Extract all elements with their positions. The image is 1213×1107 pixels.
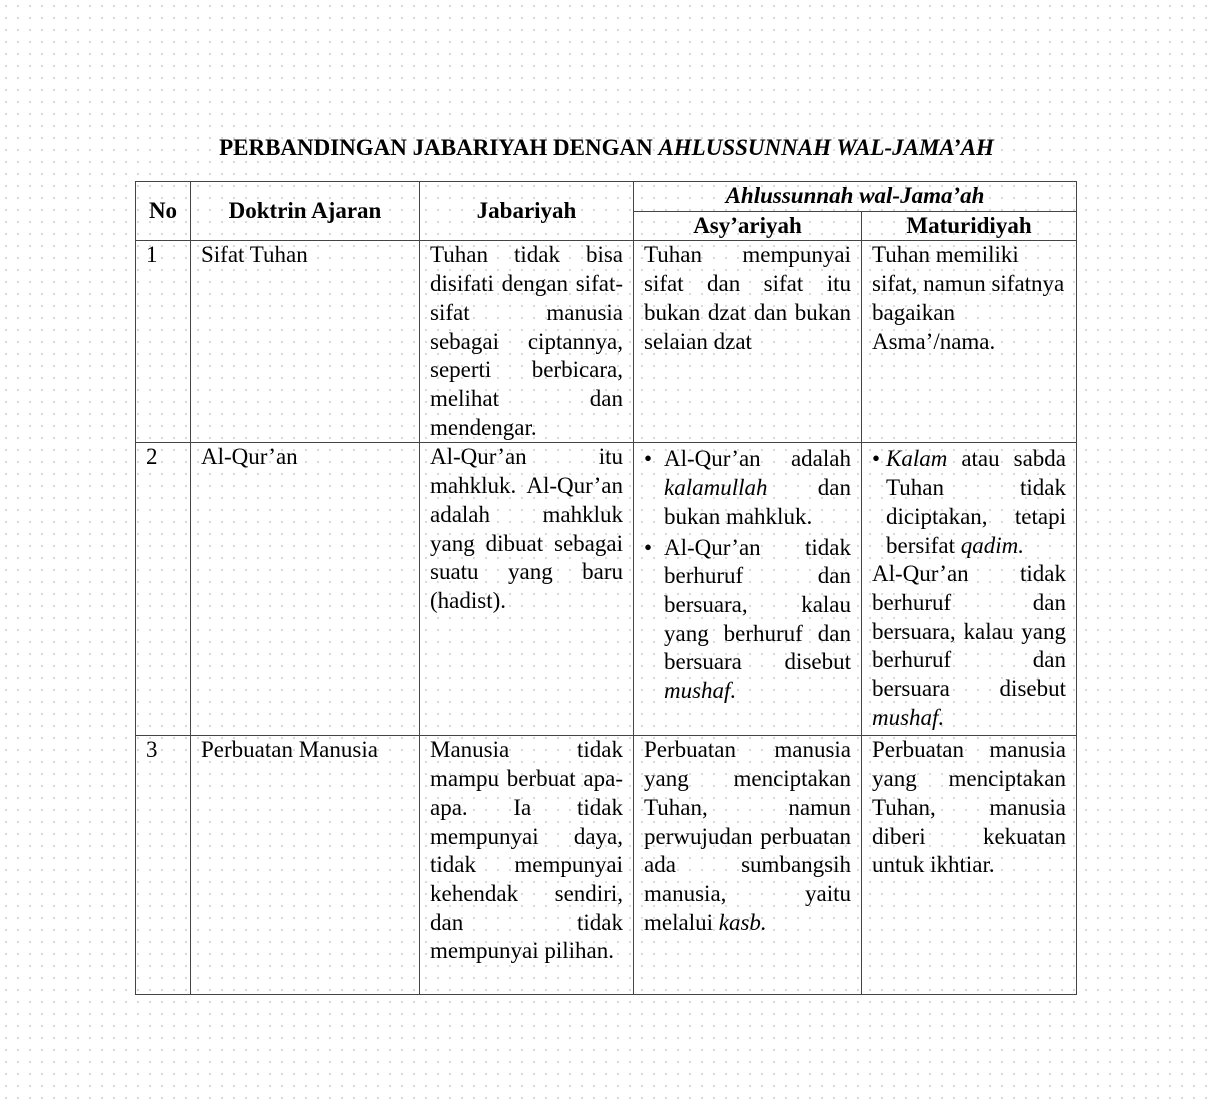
header-ahlussunnah: Ahlussunnah wal-Jama’ah — [634, 182, 1077, 212]
comparison-table — [135, 181, 1077, 995]
row-no: 1 — [136, 241, 191, 443]
table-row — [136, 241, 1077, 443]
row-doktrin: Perbuatan Manusia — [191, 736, 420, 995]
header-asyariyah: Asy’ariyah — [634, 211, 862, 241]
header-row — [136, 182, 1077, 212]
table-row — [136, 443, 1077, 736]
row-doktrin: Sifat Tuhan — [191, 241, 420, 443]
list-item: • Kalam atau sabda Tuhan tidak diciptakan, tetapi bersifat qadim. — [872, 445, 1066, 560]
row-jabariyah: Manusia tidak mampu berbuat apa-apa. Ia tidak mempunyai daya, tidak mempunyai kehendak sendiri, dan tidak mempunyai pilihan. — [420, 736, 634, 995]
asyariyah-bullet-list — [644, 445, 851, 705]
list-item: • Al-Qur’an adalah kalamullah dan bukan mahkluk. — [644, 445, 851, 531]
header-maturidiyah: Maturidiyah — [862, 211, 1077, 241]
row-doktrin: Al-Qur’an — [191, 443, 420, 736]
title-italic: AHLUSSUNNAH WAL-JAMA’AH — [658, 135, 994, 160]
row-jabariyah: Tuhan tidak bisa disifati dengan sifat-sifat manusia sebagai ciptannya, seperti berbicara, melihat dan mendengar. — [420, 241, 634, 443]
row-maturidiyah — [862, 443, 1077, 736]
header-jabariyah: Jabariyah — [420, 182, 634, 241]
list-item: • Al-Qur’an tidak berhuruf dan bersuara, kalau yang berhuruf dan bersuara disebut mushaf. — [644, 534, 851, 706]
row-asyariyah: Tuhan mempunyai sifat dan sifat itu bukan dzat dan bukan selaian dzat — [634, 241, 862, 443]
header-no: No — [136, 182, 191, 241]
maturidiyah-bullet-list — [872, 445, 1066, 560]
row-asyariyah: Perbuatan manusia yang menciptakan Tuhan, namun perwujudan perbuatan ada sumbangsih manusia, yaitu melalui kasb. — [634, 736, 862, 995]
maturidiyah-paragraph: Al-Qur’an tidak berhuruf dan bersuara, kalau yang berhuruf dan bersuara disebut mushaf. — [872, 561, 1066, 730]
row-maturidiyah: Perbuatan manusia yang menciptakan Tuhan, manusia diberi kekuatan untuk ikhtiar. — [862, 736, 1077, 995]
row-maturidiyah: Tuhan memiliki sifat, namun sifatnya bagaikan Asma’/nama. — [862, 241, 1077, 443]
row-asyariyah — [634, 443, 862, 736]
header-doktrin: Doktrin Ajaran — [191, 182, 420, 241]
table-row — [136, 736, 1077, 995]
page-title — [0, 133, 1213, 163]
row-no: 2 — [136, 443, 191, 736]
row-no: 3 — [136, 736, 191, 995]
title-main: PERBANDINGAN JABARIYAH DENGAN — [219, 135, 659, 160]
row-jabariyah: Al-Qur’an itu mahkluk. Al-Qur’an adalah mahkluk yang dibuat sebagai suatu yang baru (hadist). — [420, 443, 634, 736]
